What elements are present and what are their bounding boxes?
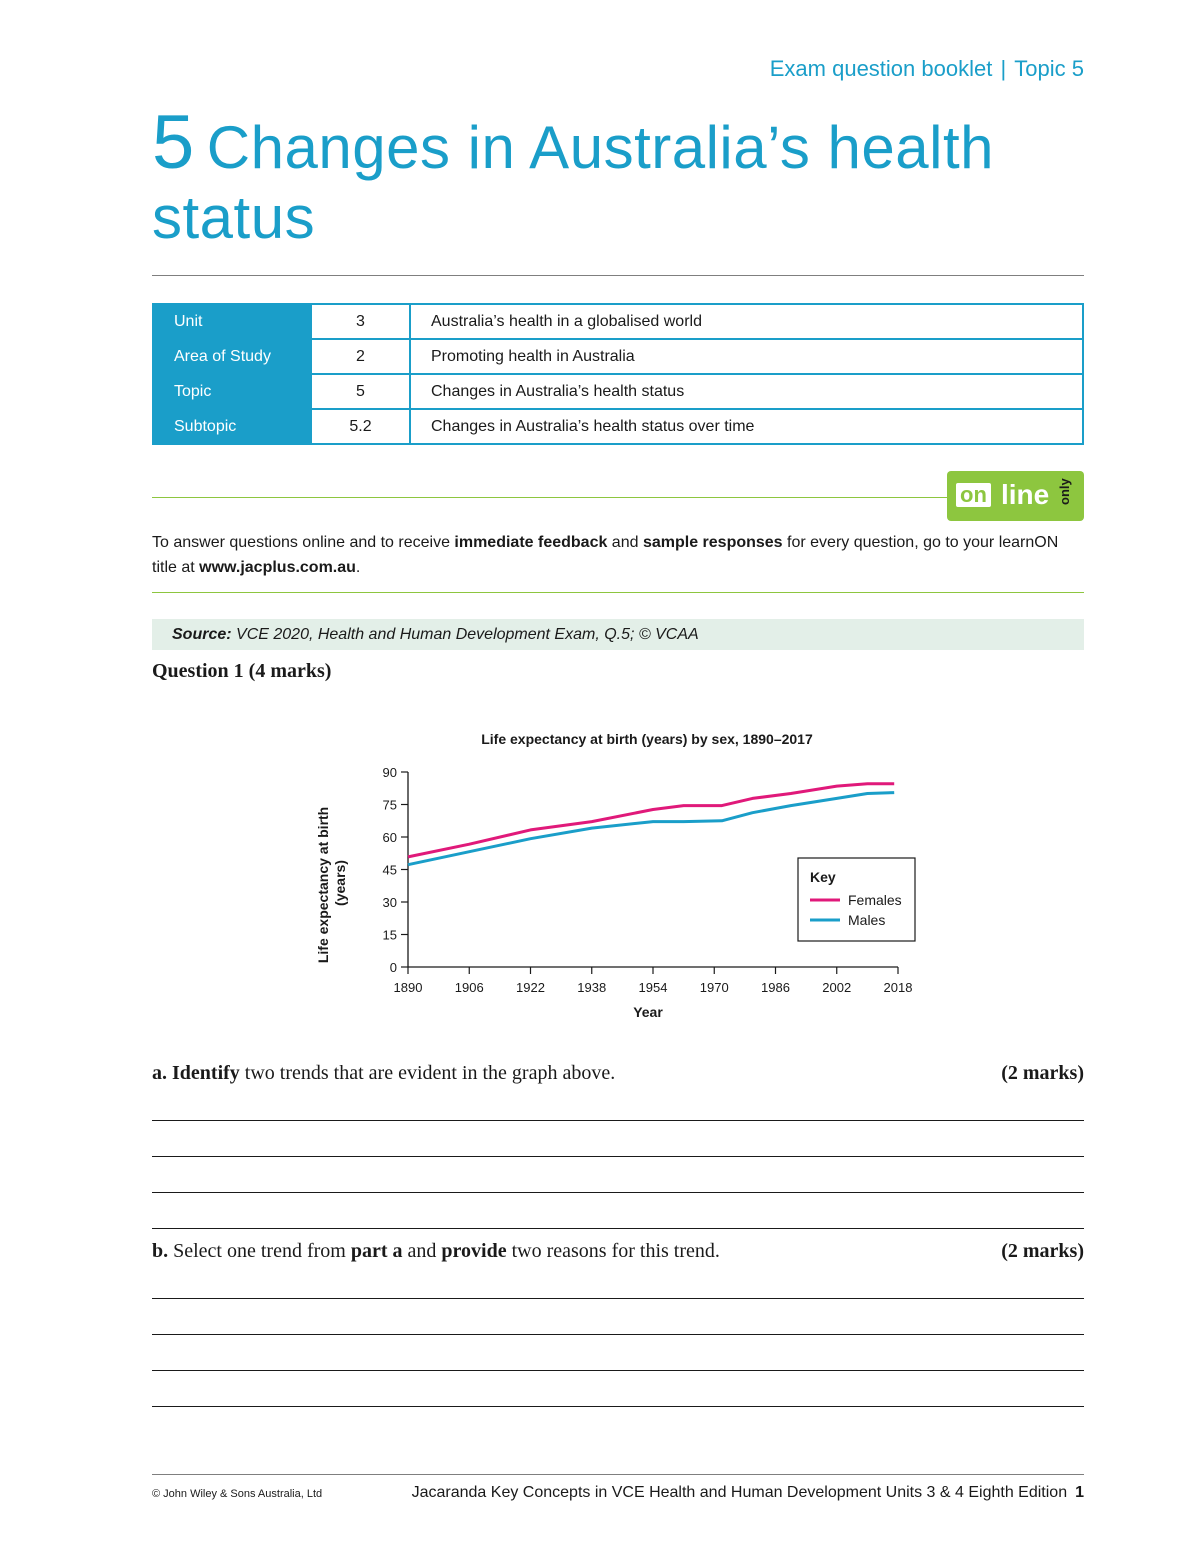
answer-line[interactable]	[152, 1334, 1084, 1335]
topic-label: Topic 5	[1014, 56, 1084, 81]
x-tick-label: 2018	[883, 980, 913, 995]
chart-legend	[798, 858, 915, 941]
page-number: 1	[1075, 1484, 1084, 1501]
y-axis-label-line2: (years)	[332, 860, 348, 906]
question-heading: Question 1 (4 marks)	[152, 660, 332, 682]
legend-label-females: Females	[848, 892, 902, 908]
answer-line[interactable]	[152, 1298, 1084, 1299]
answer-line[interactable]	[152, 1156, 1084, 1157]
part-b-text: and	[402, 1240, 442, 1262]
row-description: Changes in Australia’s health status over time	[410, 409, 1083, 444]
title-divider	[152, 275, 1084, 276]
booklet-header	[770, 56, 1084, 82]
y-tick-label: 30	[382, 895, 397, 910]
part-b-ref: part a	[350, 1240, 403, 1262]
row-value: 3	[311, 304, 410, 339]
part-b-command: provide	[441, 1240, 507, 1262]
intro-part: for every question, go to your learnON title at	[152, 534, 1059, 576]
source-label: Source:	[172, 626, 232, 643]
answer-line[interactable]	[152, 1192, 1084, 1193]
x-axis-label: Year	[633, 1004, 663, 1020]
question-part-a	[152, 1062, 1084, 1085]
topic-number: 5	[152, 100, 195, 185]
badge-line-text: line	[1001, 479, 1050, 510]
booklet-label: Exam question booklet	[769, 56, 993, 81]
row-value: 5.2	[311, 409, 410, 444]
answer-line[interactable]	[152, 1370, 1084, 1371]
row-label: Area of Study	[153, 339, 311, 374]
intro-part: and	[607, 534, 643, 551]
row-value: 5	[311, 374, 410, 409]
row-description: Changes in Australia’s health status	[410, 374, 1083, 409]
chart-title: Life expectancy at birth (years) by sex, 1890–2017	[481, 731, 813, 747]
intro-part: .	[355, 559, 361, 576]
y-axis-label	[315, 803, 348, 963]
badge-on-text: on	[956, 483, 991, 507]
answer-line[interactable]	[152, 1120, 1084, 1121]
legend-title: Key	[810, 869, 836, 885]
source-bar	[152, 619, 1084, 650]
part-a-text: two trends that are evident in the graph above.	[239, 1062, 616, 1084]
x-tick-label: 1906	[454, 980, 484, 995]
series-line-males	[408, 793, 894, 865]
online-only-badge	[947, 471, 1084, 521]
row-label: Topic	[153, 374, 311, 409]
answer-line[interactable]	[152, 1228, 1084, 1229]
x-tick-label: 1986	[761, 980, 790, 995]
x-tick-label: 1954	[638, 980, 668, 995]
y-tick-label: 45	[382, 862, 397, 878]
part-letter: a.	[152, 1062, 167, 1084]
y-tick-label: 60	[382, 830, 397, 845]
legend-label-males: Males	[848, 912, 886, 928]
badge-only-text: only	[1057, 478, 1072, 505]
x-tick-label: 1938	[577, 980, 607, 995]
table-row	[153, 374, 1083, 409]
intro-divider	[152, 592, 1084, 593]
intro-part: To answer questions online and to receive	[152, 534, 455, 551]
y-tick-label: 90	[382, 765, 397, 780]
jacplus-link[interactable]: www.jacplus.com.au	[199, 559, 356, 576]
online-divider	[152, 497, 947, 498]
x-tick-label: 2002	[822, 980, 852, 995]
table-row	[153, 409, 1083, 444]
header-separator: |	[994, 56, 1013, 81]
part-a-command: Identify	[172, 1062, 240, 1084]
table-row	[153, 304, 1083, 339]
footer-divider	[152, 1474, 1084, 1475]
intro-bold: sample responses	[642, 534, 783, 551]
row-label: Subtopic	[153, 409, 311, 444]
book-title: Jacaranda Key Concepts in VCE Health and Human Development Units 3 & 4 Eighth Edition	[411, 1484, 1068, 1501]
copyright: © John Wiley & Sons Australia, Ltd	[152, 1488, 323, 1500]
part-letter: b.	[152, 1240, 169, 1262]
intro-bold: immediate feedback	[454, 534, 608, 551]
x-tick-label: 1970	[699, 980, 729, 995]
page-title	[152, 100, 1092, 253]
source-text: VCE 2020, Health and Human Development Exam, Q.5; © VCAA	[231, 626, 699, 643]
y-tick-label: 0	[389, 960, 397, 975]
curriculum-table	[152, 303, 1084, 445]
row-description: Australia’s health in a globalised world	[410, 304, 1083, 339]
footer-book-title	[412, 1484, 1084, 1502]
part-b-marks: (2 marks)	[1001, 1240, 1084, 1262]
part-b-text: Select one trend from	[168, 1240, 351, 1262]
y-axis-label-line1: Life expectancy at birth	[315, 806, 331, 964]
topic-title: Changes in Australia’s health status	[152, 114, 995, 251]
intro-text	[152, 530, 1084, 580]
row-description: Promoting health in Australia	[410, 339, 1083, 374]
part-a-marks: (2 marks)	[1001, 1062, 1084, 1084]
x-tick-label: 1890	[393, 980, 423, 995]
part-b-text: two reasons for this trend.	[506, 1240, 720, 1262]
answer-line[interactable]	[152, 1406, 1084, 1407]
life-expectancy-chart	[300, 720, 940, 1030]
chart-lines	[408, 784, 894, 865]
row-label: Unit	[153, 304, 311, 339]
row-value: 2	[311, 339, 410, 374]
x-tick-label: 1922	[516, 980, 545, 995]
table-row	[153, 339, 1083, 374]
y-tick-label: 75	[382, 797, 397, 813]
question-part-b	[152, 1240, 1084, 1263]
y-tick-label: 15	[382, 927, 397, 943]
